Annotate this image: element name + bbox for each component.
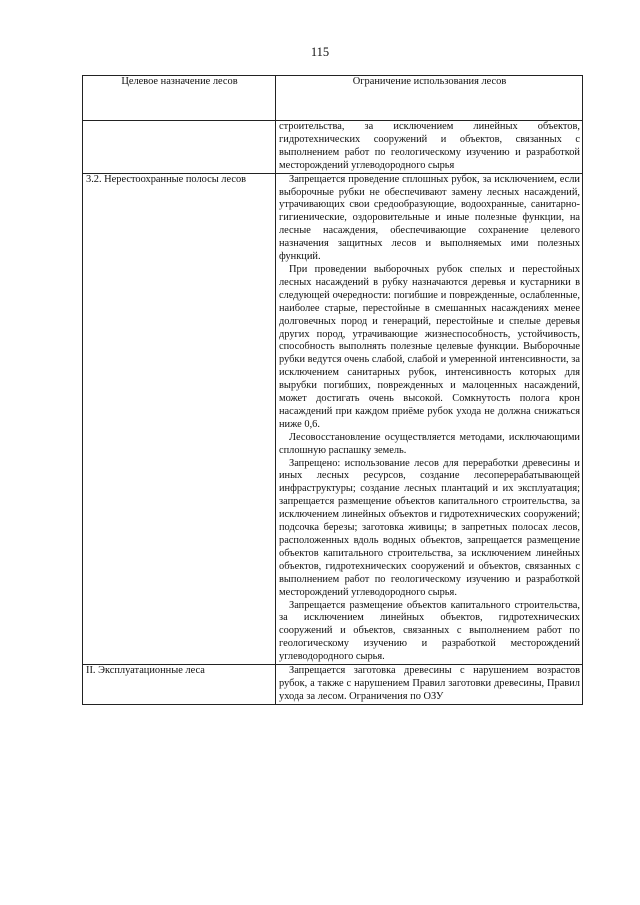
continuation-right-cell bbox=[276, 121, 583, 174]
restriction-paragraph: При проведении выборочных рубок спелых и перестойных лесных насаждений в рубку назначаются деревья и кустарники в следующей очередности: погибшие и поврежденные, ослабленные, наиболее старые, перестойные в смешанных насаждениях менее долговечных пород и генераций, перестойные и спелые деревья других пород, утрачивающие жизнеспособность, устойчивость, способность выполнять полезные целевые функции. Выборочные рубки ведутся очень слабой, слабой и умеренной интенсивности, за исключением санитарных рубок, интенсивность которых для вырубки погибших, поврежденных и малоценных насаждений, может достигать очень высокой. Сомкнутость полога крон насаждений при каждом приёме рубок ухода не должна снижаться ниже 0,6. bbox=[279, 263, 580, 430]
restriction-paragraph: Запрещается заготовка древесины с нарушением возрастов рубок, а также с нарушением Правил заготовки древесины, Правил ухода за лесом. Ограничения по ОЗУ bbox=[279, 665, 580, 702]
exploitation-forests-restrictions bbox=[276, 665, 583, 705]
header-purpose: Целевое назначение лесов bbox=[83, 76, 276, 121]
forest-restrictions-table bbox=[82, 75, 583, 705]
restriction-paragraph: Запрещено: использование лесов для переработки древесины и иных лесных ресурсов, создание лесоперерабатывающей инфраструктуры; создание лесных плантаций и их эксплуатация; запрещается размещение объектов капитального строительства, за исключением линейных объектов и гидротехнических сооружений; подсочка березы; заготовка живицы; в запретных полосах лесов, расположенных вдоль водных объектов, запрещается размещение объектов капитального строительства, за исключением линейных объектов, гидротехнических сооружений и объектов, связанных с выполнением работ по геологическому изучению и разработкой месторождений углеводородного сырья. bbox=[279, 457, 580, 598]
spawning-strips-restrictions bbox=[276, 173, 583, 664]
header-restrictions: Ограничение использования лесов bbox=[276, 76, 583, 121]
table-row bbox=[83, 121, 583, 174]
exploitation-forests-label: II. Эксплуатационные леса bbox=[83, 665, 276, 705]
restriction-paragraph: Запрещается размещение объектов капитального строительства, за исключением линейных объектов, гидротехнических сооружений и объектов, связанных с выполнением работ по геологическому изучению и разработкой месторождений углеводородного сырья. bbox=[279, 599, 580, 663]
table-row bbox=[83, 665, 583, 705]
continuation-text: строительства, за исключением линейных объектов, гидротехнических сооружений и объектов, связанных с выполнением работ по геологическому изучению и разработкой месторождений углеводородного сырья bbox=[279, 121, 580, 171]
table-row bbox=[83, 173, 583, 664]
continuation-left-cell bbox=[83, 121, 276, 174]
page-number: 115 bbox=[310, 45, 330, 59]
table-header-row bbox=[83, 76, 583, 121]
spawning-strips-label: 3.2. Нерестоохранные полосы лесов bbox=[83, 173, 276, 664]
restriction-paragraph: Запрещается проведение сплошных рубок, за исключением, если выборочные рубки не обеспечивают замену лесных насаждений, утрачивающих свои средообразующие, водоохранные, санитарно-гигиенические, оздоровительные и иные полезные функции, на лесные насаждения, обеспечивающие сохранение целевого назначения защитных лесов и выполняемых ими полезных функций. bbox=[279, 173, 580, 263]
restriction-paragraph: Лесовосстановление осуществляется методами, исключающими сплошную распашку земель. bbox=[279, 431, 580, 456]
